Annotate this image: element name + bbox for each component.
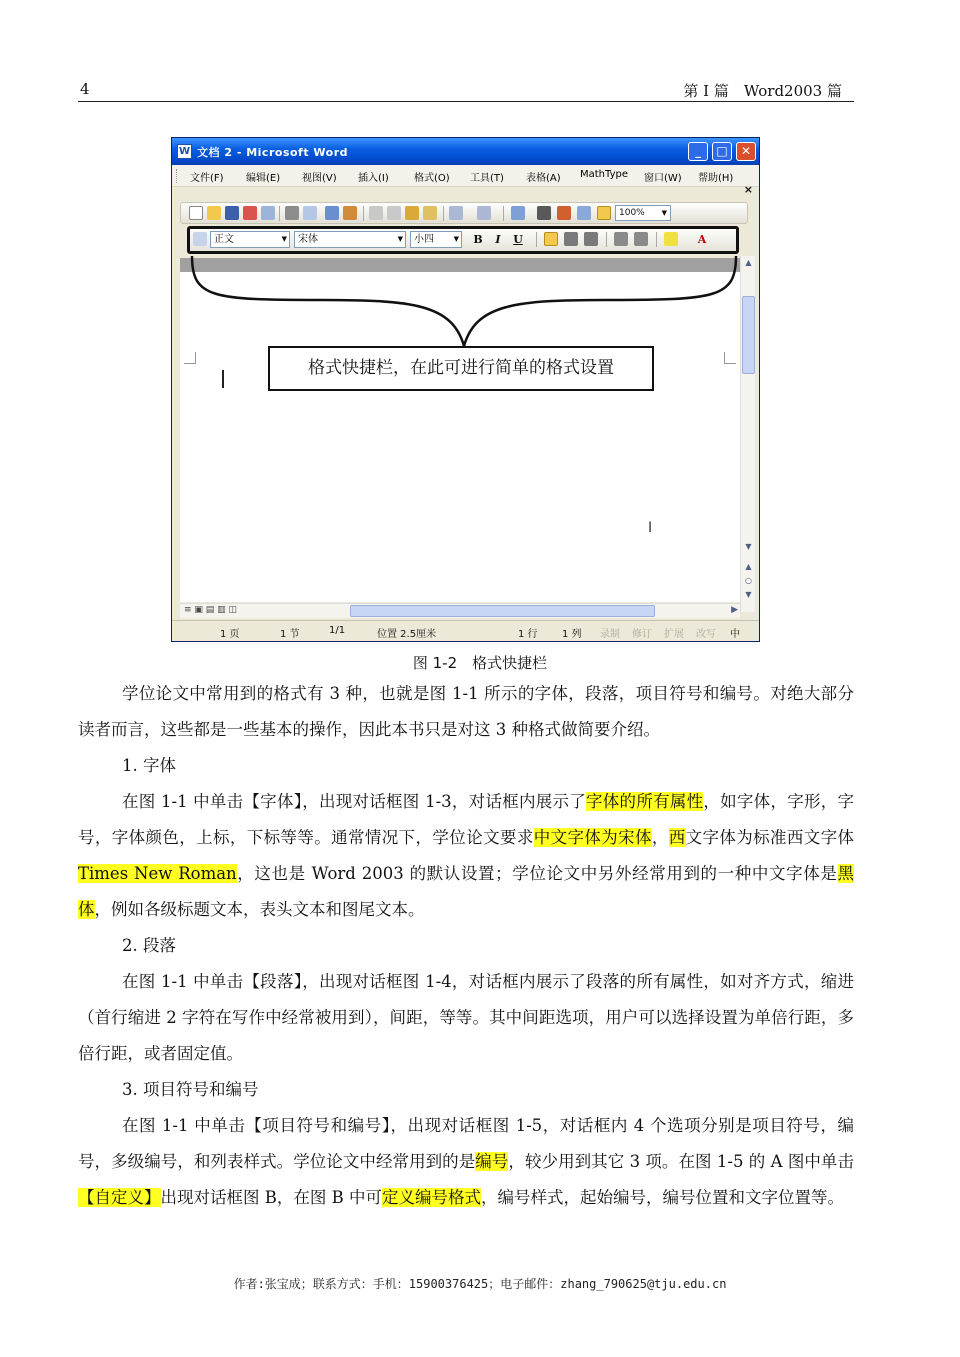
status-ext[interactable]: 扩展 (664, 629, 684, 640)
menu-tools[interactable]: 工具(T) (470, 173, 504, 184)
menu-file[interactable]: 文件(F) (190, 173, 224, 184)
scroll-right-icon[interactable]: ▶ (731, 605, 738, 615)
section-title: 第 I 篇 Word2003 篇 (683, 82, 842, 100)
status-rec[interactable]: 录制 (600, 629, 620, 640)
status-position: 位置 2.5厘米 (377, 629, 437, 640)
menu-table[interactable]: 表格(A) (526, 173, 561, 184)
menu-insert[interactable]: 插入(I) (358, 173, 389, 184)
status-column: 1 列 (562, 629, 582, 640)
italic-button[interactable]: I (495, 233, 501, 246)
highlight: Times New Roman (78, 864, 237, 883)
menu-mathtype[interactable]: MathType (580, 169, 628, 180)
heading-bullets: 3. 项目符号和编号 (122, 1080, 259, 1099)
close-button[interactable]: ✕ (736, 142, 756, 161)
status-language: 中 (730, 629, 740, 640)
intro-paragraph: 学位论文中常用到的格式有 3 种，也就是图 1-1 所示的字体，段落，项目符号和编号。对绝大部分读者而言，这些都是一些基本的操作，因此本书只是对这 3 种格式做简要介绍。 (78, 684, 854, 739)
highlight: 【自定义】 (78, 1188, 161, 1207)
window-title: 文档 2 - Microsoft Word (197, 146, 349, 159)
heading-font: 1. 字体 (122, 756, 176, 775)
style-select[interactable]: 正文 ▼ (210, 231, 290, 248)
font-color-button[interactable]: A (697, 233, 707, 246)
menu-help[interactable]: 帮助(H) (698, 173, 734, 184)
browse-object-icon[interactable]: ○ (745, 576, 752, 585)
status-line: 1 行 (518, 629, 538, 640)
scroll-down-icon[interactable]: ▼ (745, 542, 752, 551)
chevron-down-icon: ▼ (281, 235, 287, 243)
chevron-down-icon: ▼ (453, 235, 459, 243)
view-buttons-icon[interactable]: ≡ ▣ ▤ ▥ ◫ (184, 605, 237, 615)
font-select[interactable]: 宋体 ▼ (294, 231, 406, 248)
menu-view[interactable]: 视图(V) (302, 173, 337, 184)
ibeam-cursor-icon: I (648, 520, 653, 536)
word-app-icon: W (178, 146, 191, 157)
paragraph-section: 在图 1-1 中单击【段落】，出现对话框图 1-4，对话框内展示了段落的所有属性，如对齐方式，缩进（首行缩进 2 字符在写作中经常被用到），间距，等等。其中间距选项，用户可以选择设置为单倍行距，多倍行距，或者固定值。 (78, 972, 854, 1063)
prev-page-icon[interactable]: ▲ (745, 562, 752, 571)
callout-label: 格式快捷栏，在此可进行简单的格式设置 (268, 346, 654, 391)
bold-button[interactable]: B (473, 233, 483, 246)
highlight: 西 (668, 828, 686, 847)
highlight: 字体的所有属性 (586, 792, 704, 811)
status-section: 1 节 (280, 629, 300, 640)
font-size-select[interactable]: 小四 ▼ (410, 231, 462, 248)
doc-close-icon[interactable]: × (743, 183, 753, 196)
status-page: 1 页 (220, 629, 240, 640)
minimize-button[interactable]: _ (688, 142, 708, 161)
menu-window[interactable]: 窗口(W) (644, 173, 682, 184)
zoom-select[interactable]: 100% ▼ (615, 205, 671, 221)
chevron-down-icon: ▼ (397, 235, 403, 243)
maximize-button[interactable]: □ (712, 142, 732, 161)
status-ovr[interactable]: 改写 (696, 629, 716, 640)
highlight: 黑体 (78, 864, 854, 919)
figure-caption: 图 1-2 格式快捷栏 (412, 654, 548, 672)
scroll-up-icon[interactable]: ▲ (745, 258, 752, 267)
page-footer: 作者:张宝成；联系方式：手机：15900376425；电子邮件：zhang_790625@tju.edu.cn (233, 1277, 727, 1291)
page-header (78, 78, 854, 102)
highlight: 编号 (475, 1152, 509, 1171)
bullets-paragraph: 在图 1-1 中单击【项目符号和编号】，出现对话框图 1-5，对话框内 4 个选项分别是项目符号，编号，多级编号，和列表样式。学位论文中经常用到的是编号，较少用到其它 3 项。在图 1-5 的 A 图中单击【自定义】出现对话框图 B，在图 B 中可定义编号格式，编号样式，起始编号，编号位置和文字位置等。 (78, 1116, 854, 1207)
status-trk[interactable]: 修订 (632, 629, 652, 640)
highlight: 定义编号格式 (382, 1188, 481, 1207)
next-page-icon[interactable]: ▼ (745, 590, 752, 599)
heading-paragraph: 2. 段落 (122, 936, 176, 955)
word-window-figure (171, 137, 760, 642)
page-number: 4 (80, 80, 90, 98)
font-paragraph: 在图 1-1 中单击【字体】，出现对话框图 1-3，对话框内展示了字体的所有属性，如字体，字形，字号，字体颜色，上标，下标等等。通常情况下，学位论文要求中文字体为宋体，西文字体为标准西文字体Times New Roman，这也是 Word 2003 的默认设置；学位论文中另外经常用到的一种中文字体是黑体，例如各级标题文本，表头文本和图尾文本。 (78, 792, 855, 919)
highlight: 中文字体为宋体 (533, 828, 652, 847)
underline-button[interactable]: U (513, 233, 523, 246)
chevron-down-icon: ▼ (661, 209, 667, 217)
menu-format[interactable]: 格式(O) (414, 173, 450, 184)
status-page-count: 1/1 (329, 625, 346, 636)
menu-edit[interactable]: 编辑(E) (246, 173, 281, 184)
